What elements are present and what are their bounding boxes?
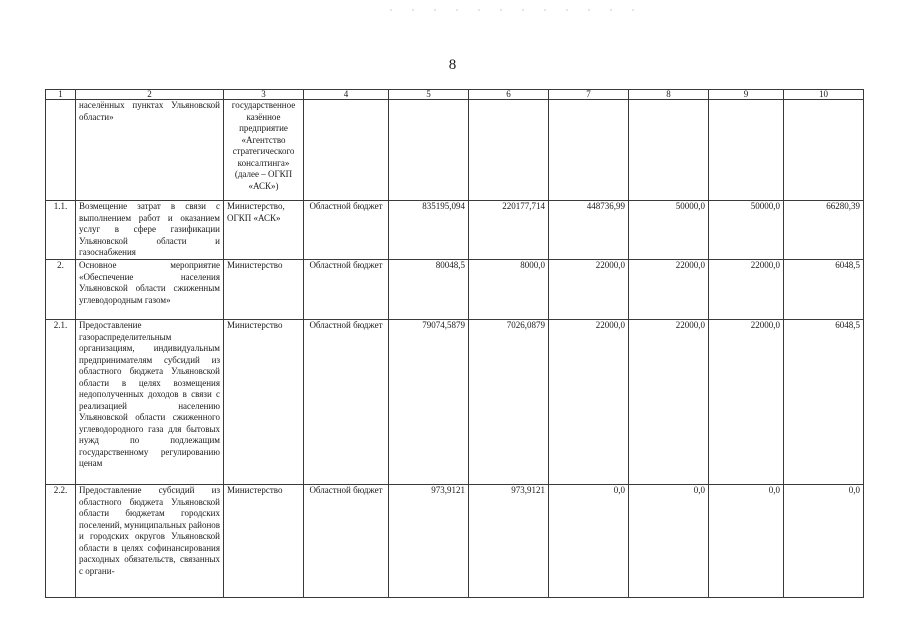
value-cell: 973,9121 xyxy=(389,485,469,598)
table-header-row xyxy=(46,90,864,100)
header-cell: 7 xyxy=(549,90,629,100)
executor: Министерство xyxy=(224,260,304,320)
header-cell: 6 xyxy=(469,90,549,100)
value-cell xyxy=(709,100,784,201)
header-cell: 9 xyxy=(709,90,784,100)
executor: Министерство, ОГКП «АСК» xyxy=(224,201,304,260)
measure-name: Предоставление газораспределительным организациям, индивидуальным предпринимателям субсидий из областного бюджета Ульяновской области в целях возмещения недополученных доходов в связи с реализацией населению Ульяновской области сжиженного углеводородного газа для бытовых нужд по подлежащим государственному регулированию ценам xyxy=(76,320,224,485)
table-row xyxy=(46,260,864,320)
funding-source: Областной бюджет xyxy=(304,485,389,598)
executor: Министерство xyxy=(224,485,304,598)
value-cell: 6048,5 xyxy=(784,260,864,320)
value-cell: 80048,5 xyxy=(389,260,469,320)
scan-artifact xyxy=(380,8,650,12)
budget-table xyxy=(45,89,864,598)
page-number: 8 xyxy=(448,57,457,73)
measure-name: населённых пунктах Ульяновской области» xyxy=(76,100,224,201)
value-cell xyxy=(784,100,864,201)
row-number: 2. xyxy=(46,260,76,320)
header-cell: 4 xyxy=(304,90,389,100)
value-cell: 6048,5 xyxy=(784,320,864,485)
executor: государственное казённое предприятие «Агентство стратегического консалтинга» (далее – ОГКП «АСК») xyxy=(224,100,304,201)
table-row xyxy=(46,320,864,485)
funding-source: Областной бюджет xyxy=(304,260,389,320)
row-number: 2.2. xyxy=(46,485,76,598)
table-row xyxy=(46,485,864,598)
value-cell: 973,9121 xyxy=(469,485,549,598)
row-number: 1.1. xyxy=(46,201,76,260)
value-cell: 22000,0 xyxy=(709,320,784,485)
value-cell: 0,0 xyxy=(549,485,629,598)
value-cell: 448736,99 xyxy=(549,201,629,260)
funding-source xyxy=(304,100,389,201)
measure-name: Основное мероприятие «Обеспечение населения Ульяновской области сжиженным углеводородным газом» xyxy=(76,260,224,320)
value-cell: 835195,094 xyxy=(389,201,469,260)
row-number: 2.1. xyxy=(46,320,76,485)
header-cell: 8 xyxy=(629,90,709,100)
value-cell xyxy=(549,100,629,201)
table-row xyxy=(46,100,864,201)
value-cell: 0,0 xyxy=(784,485,864,598)
header-cell: 5 xyxy=(389,90,469,100)
value-cell: 66280,39 xyxy=(784,201,864,260)
header-cell: 2 xyxy=(76,90,224,100)
value-cell: 50000,0 xyxy=(709,201,784,260)
funding-source: Областной бюджет xyxy=(304,201,389,260)
row-number xyxy=(46,100,76,201)
value-cell: 79074,5879 xyxy=(389,320,469,485)
value-cell: 7026,0879 xyxy=(469,320,549,485)
value-cell: 22000,0 xyxy=(549,320,629,485)
value-cell: 8000,0 xyxy=(469,260,549,320)
value-cell: 22000,0 xyxy=(709,260,784,320)
measure-name: Предоставление субсидий из областного бюджета Ульяновской области бюджетам городских поселений, муниципальных районов и городских округов Ульяновской области в целях софинансирования расходных обязательств, связанных с органи- xyxy=(76,485,224,598)
value-cell: 50000,0 xyxy=(629,201,709,260)
value-cell: 220177,714 xyxy=(469,201,549,260)
value-cell xyxy=(629,100,709,201)
table-row xyxy=(46,201,864,260)
value-cell xyxy=(469,100,549,201)
value-cell: 0,0 xyxy=(629,485,709,598)
value-cell xyxy=(389,100,469,201)
header-cell: 10 xyxy=(784,90,864,100)
value-cell: 0,0 xyxy=(709,485,784,598)
value-cell: 22000,0 xyxy=(629,320,709,485)
funding-source: Областной бюджет xyxy=(304,320,389,485)
header-cell: 1 xyxy=(46,90,76,100)
value-cell: 22000,0 xyxy=(629,260,709,320)
value-cell: 22000,0 xyxy=(549,260,629,320)
header-cell: 3 xyxy=(224,90,304,100)
executor: Министерство xyxy=(224,320,304,485)
measure-name: Возмещение затрат в связи с выполнением работ и оказанием услуг в сфере газификации Ульяновской области и газоснабжения xyxy=(76,201,224,260)
